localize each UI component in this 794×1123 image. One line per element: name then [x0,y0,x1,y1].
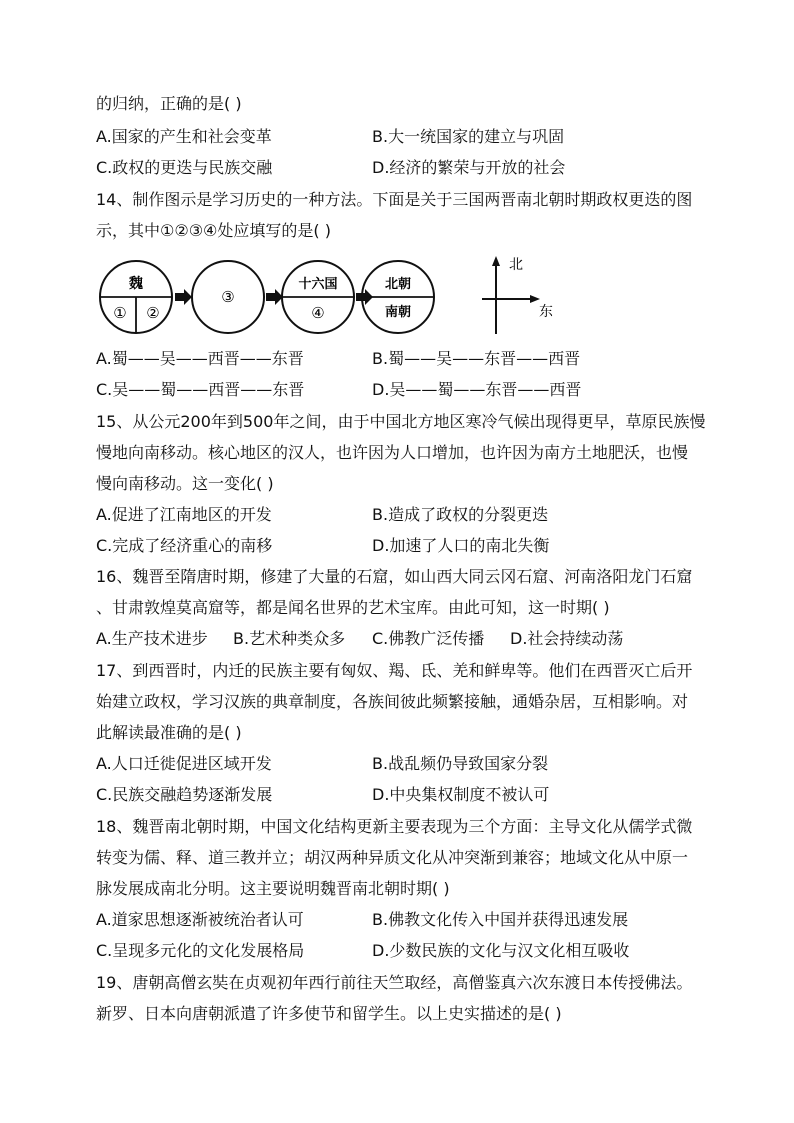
q13-option-b: B.大一统国家的建立与巩固 [372,127,565,146]
q14-stem-line-2: 示，其中①②③④处应填写的是( ) [96,221,331,240]
arrow-2 [266,289,283,305]
q15-option-b: B.造成了政权的分裂更迭 [372,505,549,524]
compass-north-label: 北 [509,257,523,273]
q13-option-a: A.国家的产生和社会变革 [96,127,272,146]
q16-option-a: A.生产技术进步 [96,629,208,648]
q17-stem-line-1: 17、到西晋时，内迁的民族主要有匈奴、羯、氐、羌和鲜卑等。他们在西晋灭亡后开 [96,661,693,680]
q18-option-b: B.佛教文化传入中国并获得迅速发展 [372,910,629,929]
compass [482,256,553,334]
q16-option-c: C.佛教广泛传播 [372,629,485,648]
q17-stem-line-3: 此解读最准确的是( ) [96,723,242,742]
q13-option-c: C.政权的更迭与民族交融 [96,158,273,177]
q16-option-d: D.社会持续动荡 [510,629,624,648]
label-blank-1: ① [113,304,127,322]
label-northern-dynasties: 北朝 [384,277,412,292]
q18-stem-line-2: 转变为儒、释、道三教并立；胡汉两种异质文化从冲突渐到兼容；地域文化从中原一 [96,848,689,867]
q18-option-a: A.道家思想逐渐被统治者认可 [96,910,304,929]
q19-stem-line-1: 19、唐朝高僧玄奘在贞观初年西行前往天竺取经，高僧鉴真六次东渡日本传授佛法。 [96,973,693,992]
label-blank-4: ④ [311,304,325,322]
q18-stem-line-1: 18、魏晋南北朝时期，中国文化结构更新主要表现为三个方面：主导文化从儒学式微 [96,817,693,836]
q16-stem-line-2: 、甘肃敦煌莫高窟等，都是闻名世界的艺术宝库。由此可知，这一时期( ) [96,598,610,617]
q16-option-b: B.艺术种类众多 [233,629,346,648]
q19-stem-line-2: 新罗、日本向唐朝派遣了许多使节和留学生。以上史实描述的是( ) [96,1004,562,1023]
q15-stem-line-2: 慢地向南移动。核心地区的汉人，也许因为人口增加，也许因为南方土地肥沃，也慢 [96,443,689,462]
q18-option-d: D.少数民族的文化与汉文化相互吸收 [372,941,630,960]
arrow-1 [175,289,192,305]
regime-succession-diagram [96,250,566,345]
east-arrow-icon [530,295,540,303]
q13-option-d: D.经济的繁荣与开放的社会 [372,158,566,177]
label-sixteen-kingdoms: 十六国 [298,277,338,292]
q15-stem-line-1: 15、从公元200年到500年之间，由于中国北方地区寒冷气候出现得更早，草原民族慢 [96,412,706,431]
q17-option-a: A.人口迁徙促进区域开发 [96,754,272,773]
label-blank-2: ② [146,304,160,322]
q14-option-b: B.蜀——吴——东晋——西晋 [372,349,581,368]
q14-option-c: C.吴——蜀——西晋——东晋 [96,380,305,399]
q17-option-b: B.战乱频仍导致国家分裂 [372,754,549,773]
q14-stem-line-1: 14、制作图示是学习历史的一种方法。下面是关于三国两晋南北朝时期政权更迭的图 [96,190,693,209]
q15-option-a: A.促进了江南地区的开发 [96,505,272,524]
q15-option-c: C.完成了经济重心的南移 [96,536,273,555]
q15-option-d: D.加速了人口的南北失衡 [372,536,550,555]
q14-option-d: D.吴——蜀——东晋——西晋 [372,380,582,399]
q17-option-d: D.中央集权制度不被认可 [372,785,550,804]
q14-option-a: A.蜀——吴——西晋——东晋 [96,349,304,368]
q13-stem-tail: 的归纳，正确的是( ) [96,94,242,113]
label-blank-3: ③ [221,288,235,306]
q18-stem-line-3: 脉发展成南北分明。这主要说明魏晋南北朝时期( ) [96,879,450,898]
q16-stem-line-1: 16、魏晋至隋唐时期，修建了大量的石窟，如山西大同云冈石窟、河南洛阳龙门石窟 [96,567,693,586]
north-arrow-icon [492,256,500,266]
compass-east-label: 东 [539,304,553,320]
q17-stem-line-2: 始建立政权，学习汉族的典章制度，各族间彼此频繁接触，通婚杂居，互相影响。对 [96,692,689,711]
label-southern-dynasties: 南朝 [384,305,412,320]
label-wei: 魏 [129,276,143,292]
q17-option-c: C.民族交融趋势逐渐发展 [96,785,273,804]
q18-option-c: C.呈现多元化的文化发展格局 [96,941,305,960]
q15-stem-line-3: 慢向南移动。这一变化( ) [96,474,274,493]
